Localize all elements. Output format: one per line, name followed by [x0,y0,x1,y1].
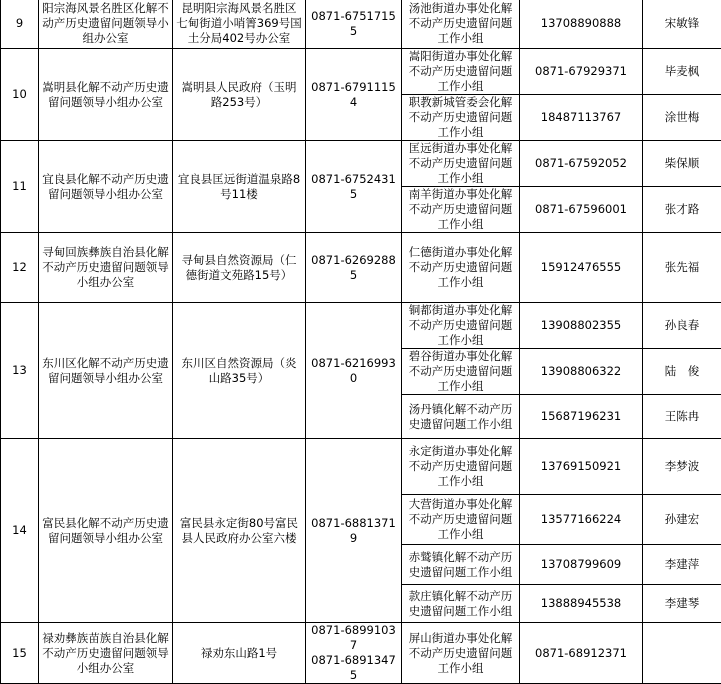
contact-person-cell: 毕麦枫 [643,49,721,95]
office-name-cell: 禄劝彝族苗族自治县化解不动产历史遗留问题领导小组办公室 [39,623,173,684]
table-row [1,233,721,303]
contact-person-cell: 涂世梅 [643,95,721,141]
contact-person-cell: 孙良春 [643,303,721,349]
office-name-cell: 阳宗海风景名胜区化解不动产历史遗留问题领导小组办公室 [39,0,173,49]
table-row [1,0,721,49]
work-unit-cell: 款庄镇化解不动产历史遗留问题工作小组 [402,585,520,623]
contact-person-cell: 张先福 [643,233,721,303]
office-name-cell: 宜良县化解不动产历史遗留问题领导小组办公室 [39,141,173,233]
contact-phone-cell: 0871-67596001 [520,187,643,233]
row-number-cell: 9 [1,0,39,49]
contact-phone-cell: 13577166224 [520,495,643,545]
contact-person-cell: 宋敏锋 [643,0,721,49]
office-address-cell: 昆明阳宗海风景名胜区七甸街道小哨箐369号国土分局402号办公室 [173,0,306,49]
contact-person-cell: 李梦波 [643,439,721,495]
contact-phone-cell: 13708890888 [520,0,643,49]
office-address-cell: 寻甸县自然资源局（仁德街道文苑路15号） [173,233,306,303]
office-phone-cell: 0871-67911154 [306,49,402,141]
row-number-cell: 12 [1,233,39,303]
contact-person-cell: 王陈冉 [643,395,721,439]
contact-phone-cell: 13908802355 [520,303,643,349]
work-unit-cell: 汤丹镇化解不动产历史遗留问题工作小组 [402,395,520,439]
work-unit-cell: 仁德街道办事处化解不动产历史遗留问题工作小组 [402,233,520,303]
office-name-cell: 富民县化解不动产历史遗留问题领导小组办公室 [39,439,173,623]
contact-person-cell: 张才路 [643,187,721,233]
work-unit-cell: 汤池街道办事处化解不动产历史遗留问题工作小组 [402,0,520,49]
contact-phone-cell: 15912476555 [520,233,643,303]
office-phone-cell: 0871-62169930 [306,303,402,439]
contact-phone-cell: 18487113767 [520,95,643,141]
contact-phone-cell: 13769150921 [520,439,643,495]
row-number-cell: 10 [1,49,39,141]
office-address-cell: 东川区自然资源局（炎山路35号） [173,303,306,439]
contact-phone-cell: 0871-67929371 [520,49,643,95]
work-unit-cell: 职教新城管委会化解不动产历史遗留问题工作小组 [402,95,520,141]
table-row [1,623,721,684]
work-unit-cell: 匡远街道办事处化解不动产历史遗留问题工作小组 [402,141,520,187]
office-phone-cell: 0871-67517155 [306,0,402,49]
office-name-cell: 寻甸回族彝族自治县化解不动产历史遗留问题领导小组办公室 [39,233,173,303]
table-body [1,0,721,684]
contact-phone-cell: 0871-67592052 [520,141,643,187]
contact-person-cell: 李建萍 [643,545,721,585]
office-phone-cell: 0871-68991037 0871-68913475 [306,623,402,684]
office-phone-cell: 0871-62692885 [306,233,402,303]
office-phone-cell: 0871-67524315 [306,141,402,233]
contact-person-cell: 陆 俊 [643,349,721,395]
office-address-cell: 禄劝东山路1号 [173,623,306,684]
office-name-cell: 嵩明县化解不动产历史遗留问题领导小组办公室 [39,49,173,141]
contact-phone-cell: 13908806322 [520,349,643,395]
contact-phone-cell: 15687196231 [520,395,643,439]
office-name-cell: 东川区化解不动产历史遗留问题领导小组办公室 [39,303,173,439]
work-unit-cell: 大营街道办事处化解不动产历史遗留问题工作小组 [402,495,520,545]
work-unit-cell: 屏山街道办事处化解不动产历史遗留问题工作小组 [402,623,520,684]
row-number-cell: 13 [1,303,39,439]
table-row [1,49,721,95]
work-unit-cell: 南羊街道办事处化解不动产历史遗留问题工作小组 [402,187,520,233]
work-unit-cell: 永定街道办事处化解不动产历史遗留问题工作小组 [402,439,520,495]
office-phone-cell: 0871-68813719 [306,439,402,623]
contact-phone-cell: 0871-68912371 [520,623,643,684]
row-number-cell: 11 [1,141,39,233]
office-address-cell: 宜良县匡远街道温泉路8号11楼 [173,141,306,233]
row-number-cell: 15 [1,623,39,684]
work-unit-cell: 赤鹫镇化解不动产历史遗留问题工作小组 [402,545,520,585]
contact-phone-cell: 13708799609 [520,545,643,585]
work-unit-cell: 碧谷街道办事处化解不动产历史遗留问题工作小组 [402,349,520,395]
work-unit-cell: 铜都街道办事处化解不动产历史遗留问题工作小组 [402,303,520,349]
table-row [1,141,721,187]
contact-person-cell: 李建琴 [643,585,721,623]
table-row [1,439,721,495]
contact-phone-cell: 13888945538 [520,585,643,623]
office-address-cell: 富民县永定街80号富民县人民政府办公室六楼 [173,439,306,623]
office-address-cell: 嵩明县人民政府（玉明路253号） [173,49,306,141]
table-row [1,303,721,349]
contact-person-cell: 柴保顺 [643,141,721,187]
contact-person-cell: 孙建宏 [643,495,721,545]
work-unit-cell: 嵩阳街道办事处化解不动产历史遗留问题工作小组 [402,49,520,95]
row-number-cell: 14 [1,439,39,623]
contact-person-cell [643,623,721,684]
